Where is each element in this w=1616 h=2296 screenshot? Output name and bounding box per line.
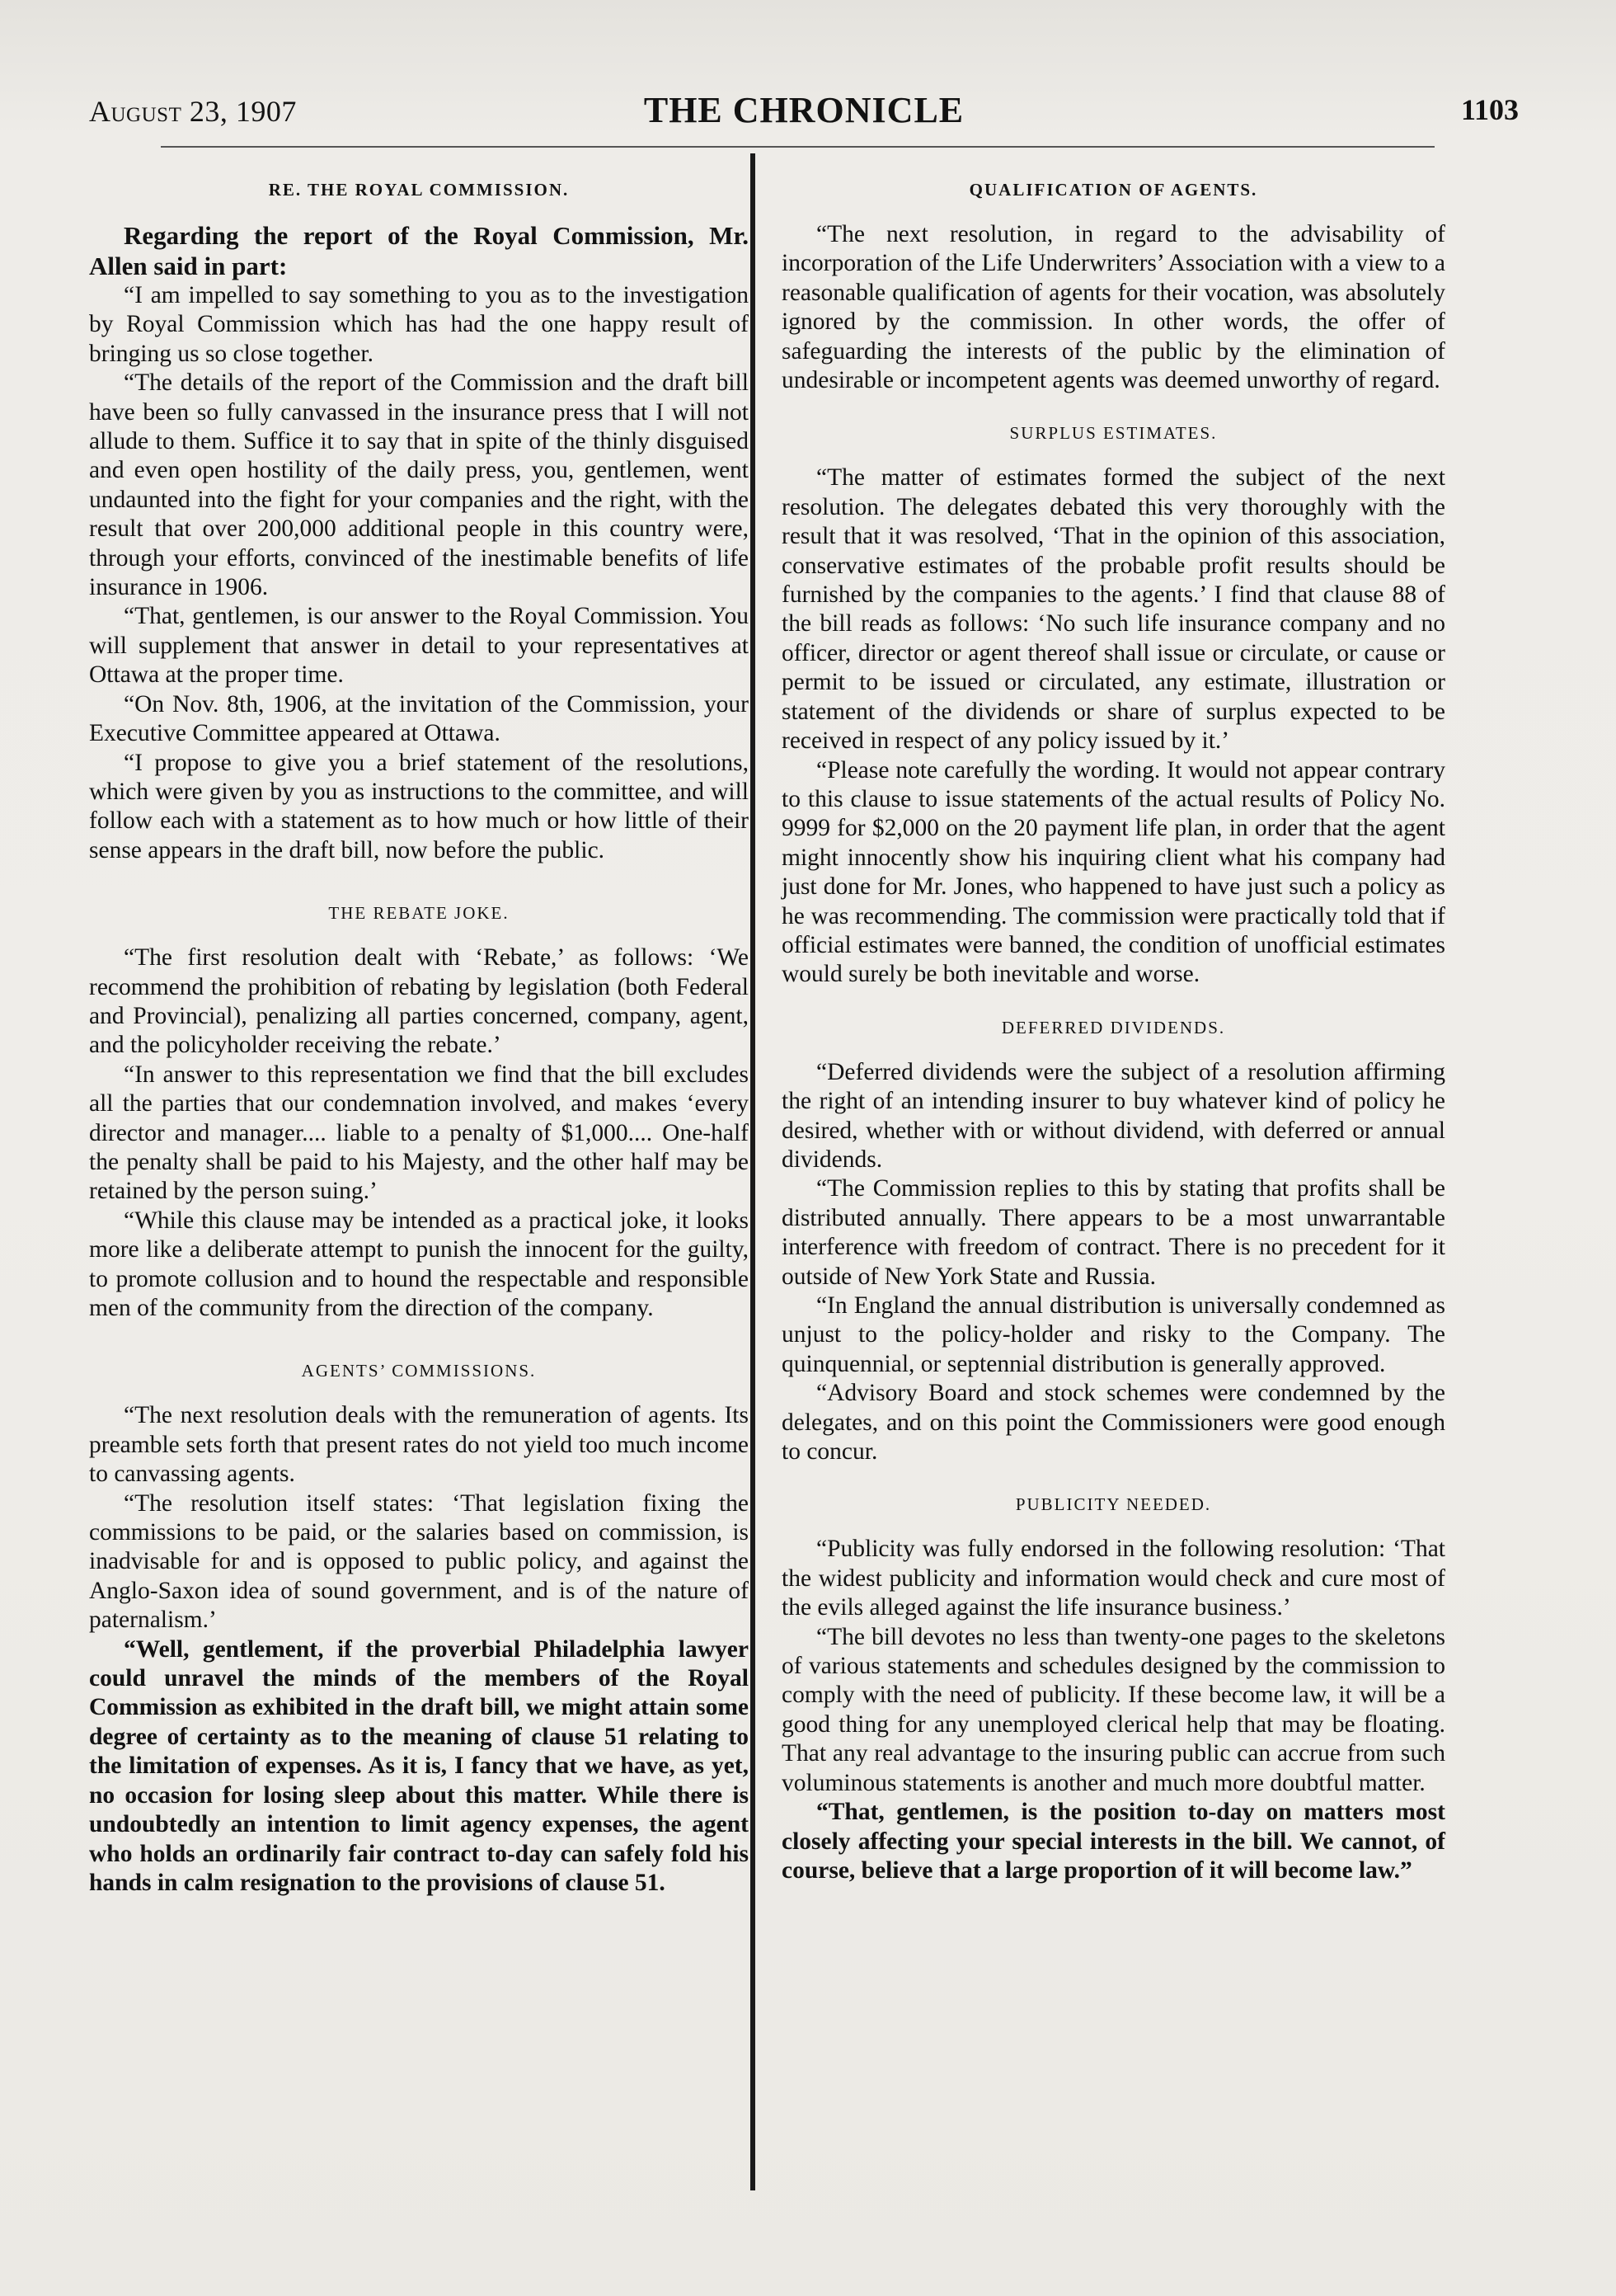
paragraph: “That, gentlemen, is our answer to the Royal Commission. You will supplement that answer in detail to your representatives at Ottawa at the proper time.: [89, 603, 749, 689]
paragraph: “In answer to this representation we find that the bill excludes all the parties that our condemnation involved, and makes ‘every director and manager.... liable to a penalty of $1,000.... One-half the penalty shall be paid to his Majesty, and the other half may be retained by the person suing.’: [89, 1061, 749, 1205]
paragraph: “The next resolution deals with the remuneration of agents. Its preamble sets forth that present rates do not yield too much income to canvassing agents.: [89, 1402, 749, 1488]
paragraph: “I am impelled to say something to you as to the investigation by Royal Commission which has had the one happy result of bringing us so close together.: [89, 282, 749, 367]
paragraph: “The resolution itself states: ‘That legislation fixing the commissions to be paid, or the salaries based on commission, is inadvisable for and is opposed to public policy, and against the Anglo-Saxon idea of sound government, and is of the nature of paternalism.’: [89, 1489, 749, 1634]
column-divider: [750, 153, 755, 2190]
paragraph: “On Nov. 8th, 1906, at the invitation of the Commission, your Executive Committee appeared at Ottawa.: [89, 690, 749, 747]
section-deferred-dividends: [782, 1018, 1445, 1467]
section-heading: THE REBATE JOKE.: [328, 903, 510, 924]
section-qualification-of-agents: [782, 180, 1445, 395]
section-heading: SURPLUS ESTIMATES.: [1009, 423, 1218, 444]
paragraph: “Deferred dividends were the subject of a resolution affirming the right of an intending insurer to buy whatever kind of policy he desired, whether with or without dividend, with deferred or annual dividends.: [782, 1058, 1445, 1173]
paragraph: “While this clause may be intended as a practical joke, it looks more like a deliberate attempt to punish the innocent for the guilty, to promote collusion and to hound the respectable and responsible men of the community from the direction of the company.: [89, 1207, 749, 1321]
section-heading: RE. THE ROYAL COMMISSION.: [268, 180, 570, 200]
section-publicity-needed: [782, 1494, 1445, 1885]
paragraph: “The matter of estimates formed the subject of the next resolution. The delegates debated this very thoroughly with the result that it was resolved, ‘That in the opinion of this association, conservative estimates of the probable profit results should be furnished by the companies to the agents.’ I find that clause 88 of the bill reads as follows: ‘No such life insurance company and no officer, director or agent thereof shall issue or circulate, or cause or permit to be issued or circulated, any estimate, illustration or statement of the dividends or share of surplus expected to be received in respect of any policy issued by it.’: [782, 464, 1445, 755]
issue-date: August 23, 1907: [89, 95, 297, 128]
section-rebate-joke: [89, 903, 749, 1323]
paragraph: “That, gentlemen, is the position to-day on matters most closely affecting your special interests in the bill. We cannot, of course, believe that a large proportion of it will become law.”: [782, 1799, 1445, 1884]
paragraph: “The next resolution, in regard to the advisability of incorporation of the Life Underwriters’ Association with a view to a reasonable qualification of agents for their vocation, was absolutely ignored by the commission. In other words, the offer of safeguarding the interests of the public by the elimination of undesirable or incompetent agents was deemed unworthy of regard.: [782, 221, 1445, 394]
masthead: THE CHRONICLE: [643, 90, 965, 130]
paragraph: “The Commission replies to this by stating that profits shall be distributed annually. There appears to be a most unwarrantable interference with freedom of contract. There is no precedent for it outside of New York State and Russia.: [782, 1175, 1445, 1290]
section-heading: PUBLICITY NEEDED.: [1015, 1494, 1212, 1515]
paragraph: “The details of the report of the Commission and the draft bill have been so fully canvassed in the insurance press that I will not allude to them. Suffice it to say that in spite of the thinly disguised and even open hostility of the daily press, you, gentlemen, went undaunted into the fight for your companies and the right, with the result that over 200,000 additional people in this country were, through your efforts, convinced of the inestimable benefits of life insurance in 1906.: [89, 369, 749, 601]
section-royal-commission: [89, 180, 749, 865]
page-number: 1103: [1460, 93, 1519, 126]
paragraph: Regarding the report of the Royal Commission, Mr. Allen said in part:: [89, 221, 749, 280]
left-column: [89, 180, 749, 1898]
section-heading: QUALIFICATION OF AGENTS.: [969, 180, 1258, 200]
paragraph: “The first resolution dealt with ‘Rebate,’ as follows: ‘We recommend the prohibition of rebating by legislation (both Federal and Provincial), penalizing all parties concerned, company, agent, and the policyholder receiving the rebate.’: [89, 944, 749, 1059]
paragraph: “I propose to give you a brief statement of the resolutions, which were given by you as instructions to the committee, and will follow each with a statement as to how much or how little of their sense appears in the draft bill, now before the public.: [89, 749, 749, 863]
header-rule: [161, 146, 1435, 148]
section-heading: DEFERRED DIVIDENDS.: [1001, 1017, 1226, 1037]
paragraph: “Publicity was fully endorsed in the following resolution: ‘That the widest publicity and information would check and cure most of the evils alleged against the life insurance business.’: [782, 1536, 1445, 1621]
paragraph: “In England the annual distribution is universally condemned as unjust to the policy-holder and risky to the Company. The quinquennial, or septennial distribution is generally approved.: [782, 1292, 1445, 1377]
paragraph: “Please note carefully the wording. It would not appear contrary to this clause to issue statements of the actual results of Policy No. 9999 for $2,000 on the 20 payment life plan, in order that the agent might innocently show his inquiring client what his company had just done for Mr. Jones, who happened to have just such a policy as he was recommending. The commission were practically told that if official estimates were banned, the condition of unofficial estimates would surely be both inevitable and worse.: [782, 756, 1445, 988]
paragraph: “Advisory Board and stock schemes were condemned by the delegates, and on this point the Commissioners were good enough to concur.: [782, 1380, 1445, 1466]
right-column: [782, 180, 1445, 1885]
section-heading: AGENTS’ COMMISSIONS.: [301, 1361, 537, 1381]
paragraph: “Well, gentlement, if the proverbial Philadelphia lawyer could unravel the minds of the members of the Royal Commission as exhibited in the draft bill, we might attain some degree of certainty as to the meaning of clause 51 relating to the limitation of expenses. As it is, I fancy that we have, as yet, no occasion for losing sleep about this matter. While there is undoubtedly an intention to limit agency expenses, the agent who holds an ordinarily fair contract to-day can safely fold his hands in calm resignation to the provisions of clause 51.: [89, 1635, 749, 1896]
section-agents-commissions: [89, 1361, 749, 1898]
paragraph: “The bill devotes no less than twenty-one pages to the skeletons of various statements and schedules designed by the commission to comply with the need of publicity. If these become law, it will be a good thing for any unemployed clerical help that may be floating. That any real advantage to the insuring public can accrue from such voluminous statements is another and much more doubtful matter.: [782, 1623, 1445, 1796]
page-header: [89, 89, 1519, 139]
section-surplus-estimates: [782, 423, 1445, 989]
